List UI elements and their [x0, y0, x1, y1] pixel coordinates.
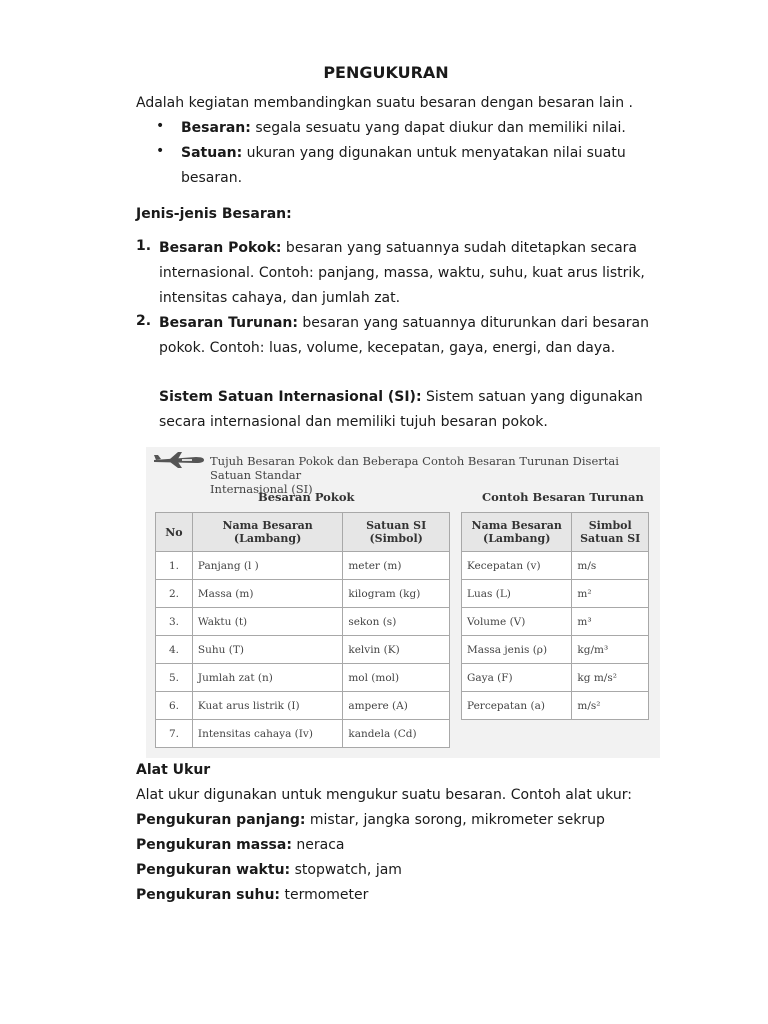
- table-cell: m³: [572, 608, 649, 636]
- table-row: [156, 664, 450, 692]
- table-row: [462, 580, 649, 608]
- table-header-row: [462, 513, 649, 552]
- bullet-icon: •: [156, 143, 165, 159]
- table-cell: Massa (m): [192, 580, 342, 608]
- table-row: [156, 552, 450, 580]
- table-cell: Suhu (T): [192, 636, 342, 664]
- header-cell: No: [156, 513, 193, 552]
- table-row: [156, 636, 450, 664]
- besaran-pokok-table: [155, 512, 450, 748]
- table-cell: 4.: [156, 636, 193, 664]
- table-cell: Percepatan (a): [462, 692, 572, 720]
- item-besaran-pokok-line2: internasional. Contoh: panjang, massa, waktu, suhu, kuat arus listrik,: [159, 265, 645, 281]
- jenis-heading: Jenis-jenis Besaran:: [136, 206, 292, 222]
- alat-item-massa: Pengukuran massa: neraca: [136, 837, 345, 853]
- item-besaran-turunan-line2: pokok. Contoh: luas, volume, kecepatan, gaya, energi, dan daya.: [159, 340, 616, 356]
- table-cell: m²: [572, 580, 649, 608]
- header-cell: Simbol Satuan SI: [572, 513, 649, 552]
- page-title: PENGUKURAN: [323, 63, 449, 82]
- table-cell: kg m/s²: [572, 664, 649, 692]
- header-cell: Satuan SI (Simbol): [343, 513, 450, 552]
- alat-intro: Alat ukur digunakan untuk mengukur suatu besaran. Contoh alat ukur:: [136, 787, 632, 803]
- table-header-row: [156, 513, 450, 552]
- table-cell: 3.: [156, 608, 193, 636]
- besaran-turunan-table: [461, 512, 649, 720]
- si-definition: Sistem Satuan Internasional (SI): Sistem satuan yang digunakan: [159, 389, 643, 405]
- bullet-icon: •: [156, 118, 165, 134]
- table-cell: Intensitas cahaya (Iv): [192, 720, 342, 748]
- table-cell: Waktu (t): [192, 608, 342, 636]
- table-row: [156, 720, 450, 748]
- right-table-heading: Contoh Besaran Turunan: [482, 490, 644, 504]
- table-row: [156, 608, 450, 636]
- table-cell: 5.: [156, 664, 193, 692]
- table-cell: 1.: [156, 552, 193, 580]
- bullet-besaran: Besaran: segala sesuatu yang dapat diukur dan memiliki nilai.: [181, 120, 626, 136]
- table-cell: m/s: [572, 552, 649, 580]
- alat-item-suhu: Pengukuran suhu: termometer: [136, 887, 369, 903]
- table-cell: Massa jenis (ρ): [462, 636, 572, 664]
- table-row: [462, 692, 649, 720]
- si-definition-line2: secara internasional dan memiliki tujuh besaran pokok.: [159, 414, 548, 430]
- item-besaran-turunan: Besaran Turunan: besaran yang satuannya diturunkan dari besaran: [159, 315, 649, 331]
- item-besaran-pokok-line3: intensitas cahaya, dan jumlah zat.: [159, 290, 401, 306]
- table-cell: ampere (A): [343, 692, 450, 720]
- intro-text: Adalah kegiatan membandingkan suatu besaran dengan besaran lain .: [136, 95, 633, 111]
- list-number: 1.: [136, 238, 152, 254]
- table-cell: m/s²: [572, 692, 649, 720]
- table-cell: meter (m): [343, 552, 450, 580]
- list-number: 2.: [136, 313, 152, 329]
- table-cell: Kuat arus listrik (I): [192, 692, 342, 720]
- table-cell: Gaya (F): [462, 664, 572, 692]
- table-cell: 7.: [156, 720, 193, 748]
- table-cell: mol (mol): [343, 664, 450, 692]
- table-cell: Jumlah zat (n): [192, 664, 342, 692]
- bullet-satuan: Satuan: ukuran yang digunakan untuk menyatakan nilai suatu: [181, 145, 626, 161]
- table-cell: Luas (L): [462, 580, 572, 608]
- table-row: [156, 580, 450, 608]
- bullet-satuan-cont: besaran.: [181, 170, 243, 186]
- table-cell: kandela (Cd): [343, 720, 450, 748]
- table-row: [156, 692, 450, 720]
- left-table-heading: Besaran Pokok: [258, 490, 355, 504]
- alat-item-waktu: Pengukuran waktu: stopwatch, jam: [136, 862, 402, 878]
- table-row: [462, 636, 649, 664]
- table-cell: Panjang (l ): [192, 552, 342, 580]
- table-row: [462, 608, 649, 636]
- table-row: [462, 552, 649, 580]
- table-cell: kilogram (kg): [343, 580, 450, 608]
- table-cell: 6.: [156, 692, 193, 720]
- table-cell: Volume (V): [462, 608, 572, 636]
- table-cell: sekon (s): [343, 608, 450, 636]
- item-besaran-pokok: Besaran Pokok: besaran yang satuannya sudah ditetapkan secara: [159, 240, 637, 256]
- table-cell: kelvin (K): [343, 636, 450, 664]
- alat-item-panjang: Pengukuran panjang: mistar, jangka sorong, mikrometer sekrup: [136, 812, 605, 828]
- table-cell: 2.: [156, 580, 193, 608]
- table-row: [462, 664, 649, 692]
- table-cell: Kecepatan (v): [462, 552, 572, 580]
- header-cell: Nama Besaran (Lambang): [192, 513, 342, 552]
- airplane-icon: [152, 451, 206, 469]
- si-units-figure: [146, 447, 660, 758]
- header-cell: Nama Besaran (Lambang): [462, 513, 572, 552]
- figure-caption: Tujuh Besaran Pokok dan Beberapa Contoh Besaran Turunan Disertai Satuan Standar Internasional (SI): [210, 454, 619, 496]
- alat-heading: Alat Ukur: [136, 762, 211, 778]
- table-cell: kg/m³: [572, 636, 649, 664]
